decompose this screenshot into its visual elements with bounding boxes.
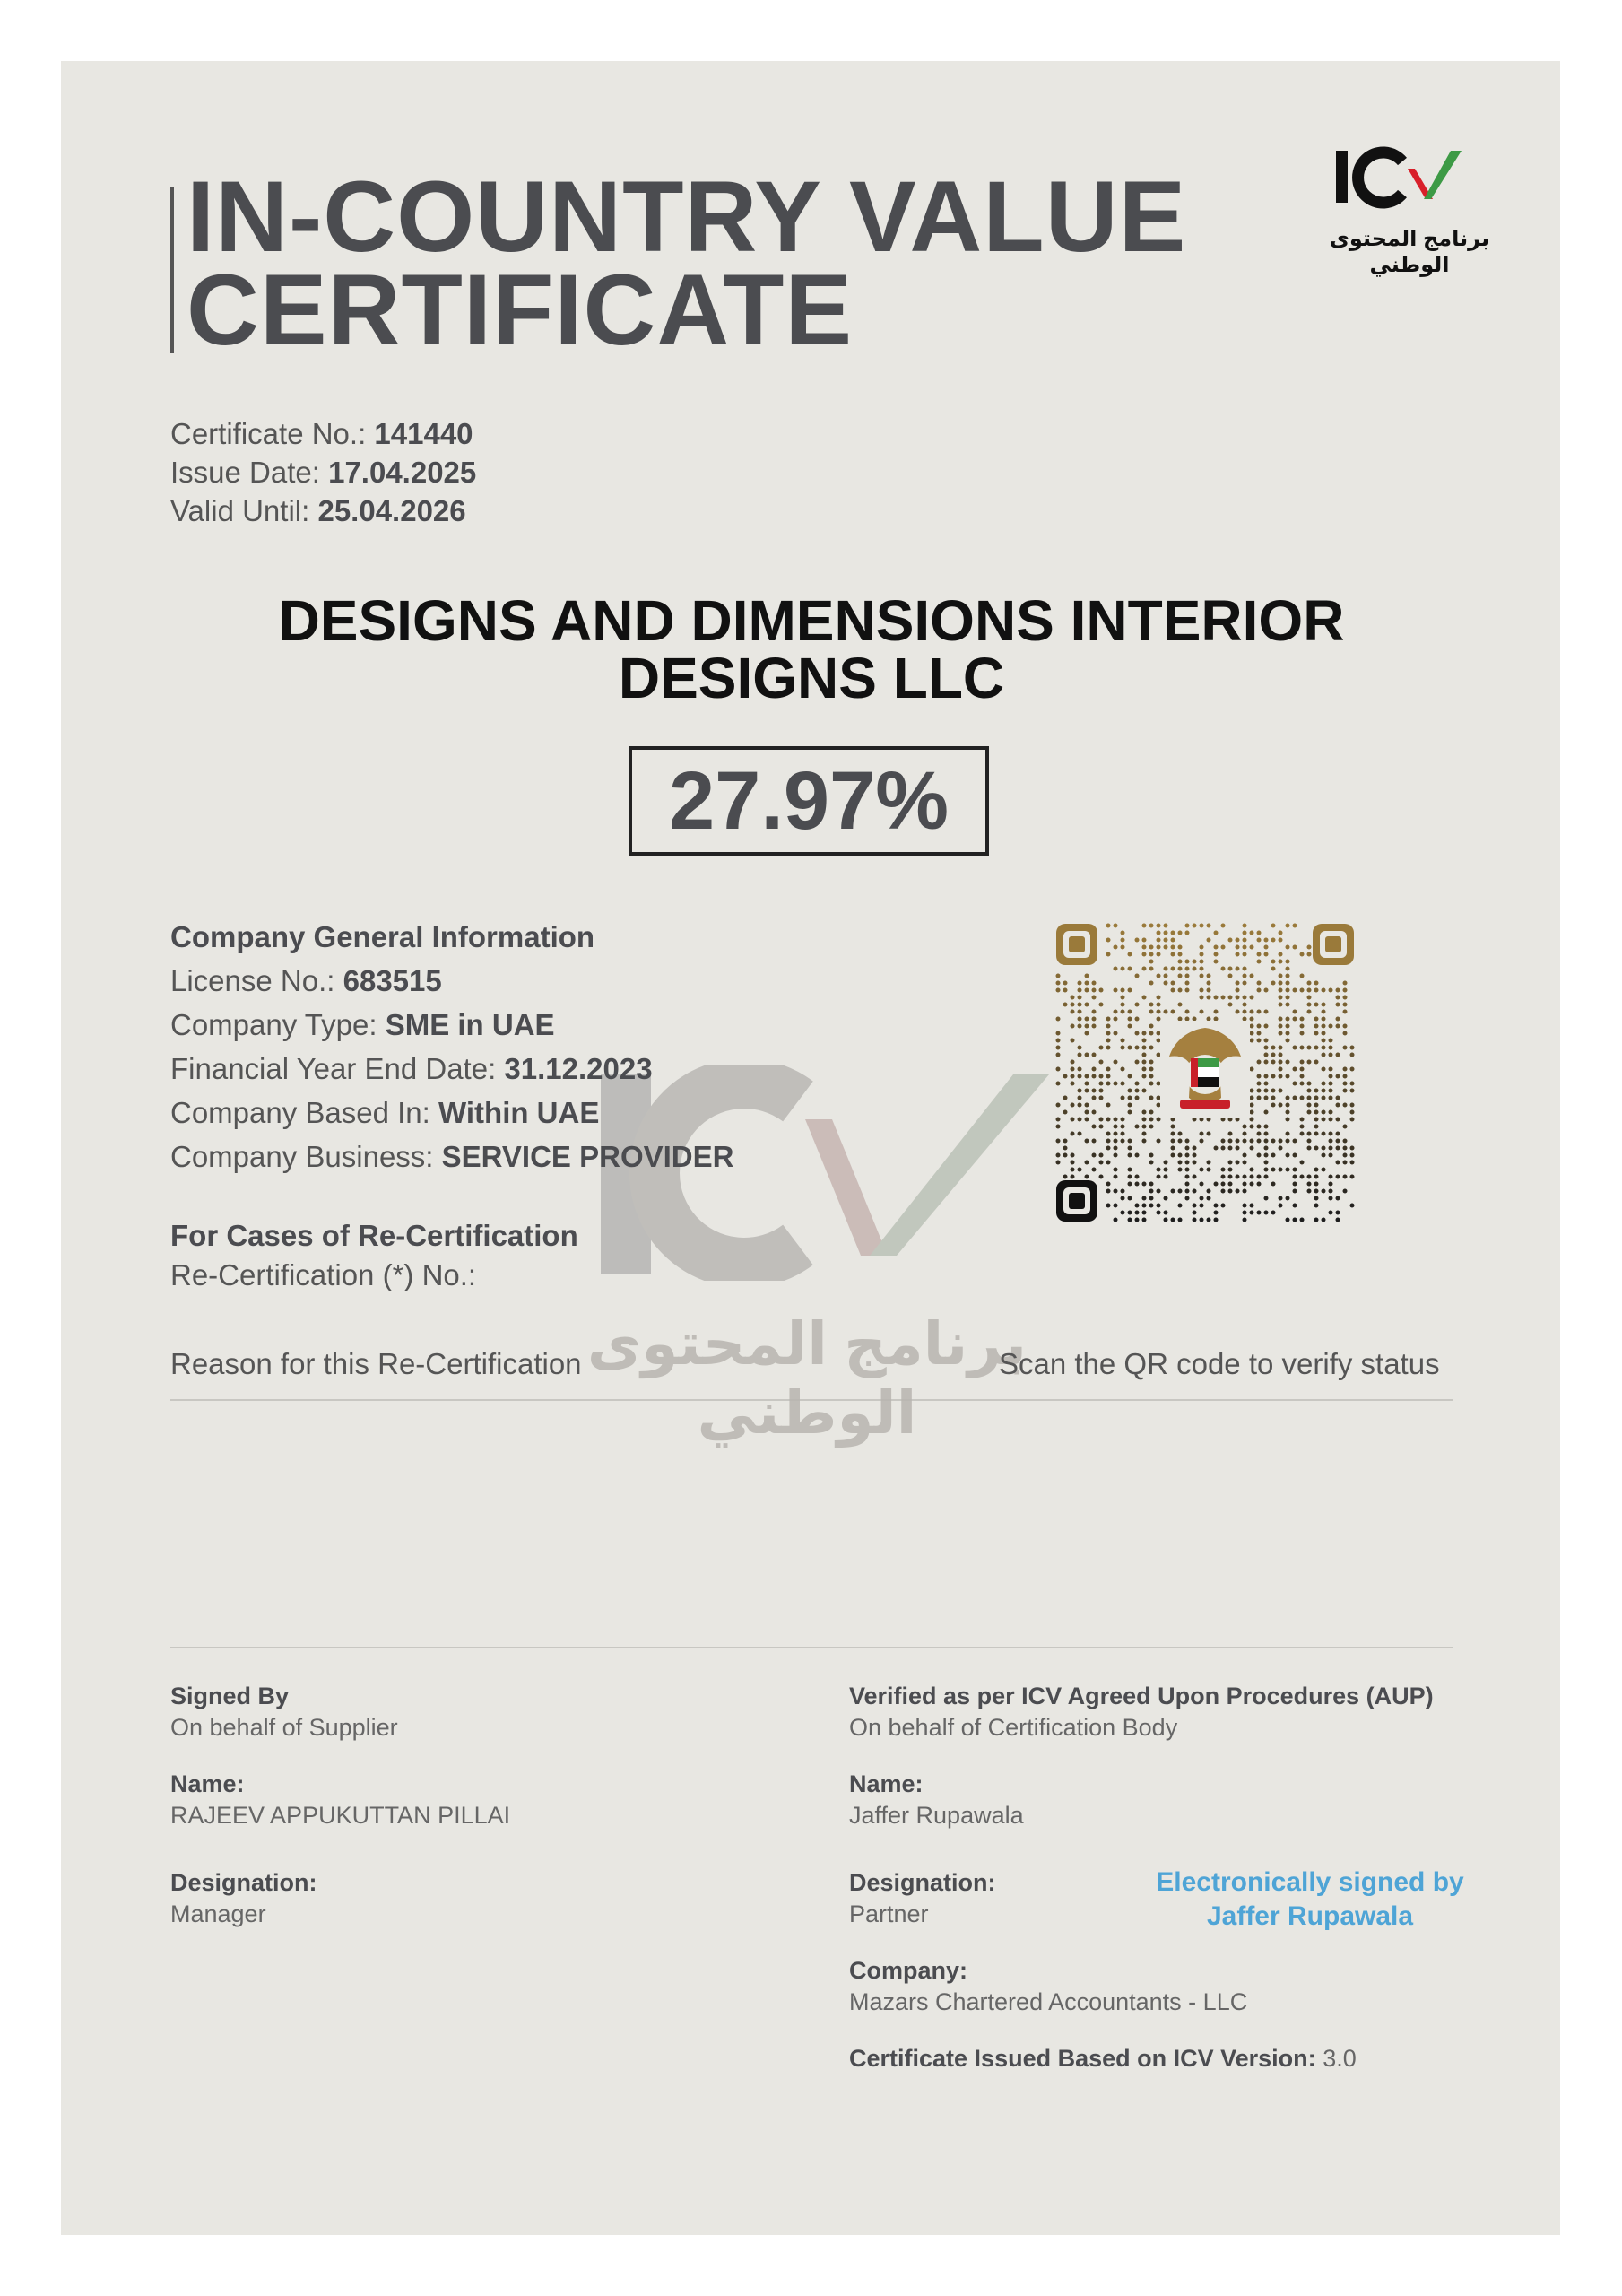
qr-finder-top-left bbox=[1056, 924, 1097, 965]
title-accent-bar bbox=[170, 187, 174, 353]
valid-until: 25.04.2026 bbox=[317, 494, 466, 527]
supplier-designation-label: Designation: bbox=[170, 1869, 317, 1896]
signed-by-heading: Signed By bbox=[170, 1683, 290, 1709]
recertification-reason-label: Reason for this Re-Certification bbox=[170, 1347, 582, 1380]
recertification-number-label: Re-Certification (*) No.: bbox=[170, 1258, 477, 1292]
qr-caption: Scan the QR code to verify status bbox=[999, 1347, 1440, 1380]
qr-finder-bottom-left bbox=[1056, 1180, 1097, 1222]
certificate-title bbox=[186, 161, 1187, 366]
company-type-row: Company Type: SME in UAE bbox=[170, 1008, 555, 1041]
valid-until-row: Valid Until: 25.04.2026 bbox=[170, 494, 466, 527]
supplier-signature-block bbox=[170, 1681, 510, 1930]
logo-arabic-caption: برنامج المحتوى الوطني bbox=[1329, 227, 1490, 277]
issue-date-row: Issue Date: 17.04.2025 bbox=[170, 456, 477, 489]
issue-date: 17.04.2025 bbox=[328, 456, 477, 489]
verified-heading: Verified as per ICV Agreed Upon Procedures (AUP) bbox=[849, 1683, 1434, 1709]
signature-divider bbox=[170, 1647, 1453, 1648]
uae-emblem-icon bbox=[1160, 1021, 1250, 1118]
title-line-2: CERTIFICATE bbox=[186, 254, 854, 366]
icv-version-row: Certificate Issued Based on ICV Version: 3.0 bbox=[849, 2045, 1357, 2072]
verifier-name-label: Name: bbox=[849, 1770, 924, 1797]
title-line-1: IN-COUNTRY VALUE bbox=[186, 161, 1187, 273]
watermark-arabic: برنامج المحتوى الوطني bbox=[586, 1310, 1028, 1446]
based-in-row: Company Based In: Within UAE bbox=[170, 1096, 600, 1129]
supplier-designation: Manager bbox=[170, 1900, 266, 1927]
verifier-designation-label: Designation: bbox=[849, 1869, 996, 1896]
icv-score-box: 27.97% bbox=[629, 746, 989, 856]
qr-finder-top-right bbox=[1313, 924, 1354, 965]
business-row: Company Business: SERVICE PROVIDER bbox=[170, 1140, 734, 1173]
recertification-heading: For Cases of Re-Certification bbox=[170, 1219, 578, 1252]
certificate-number-row: Certificate No.: 141440 bbox=[170, 417, 473, 450]
supplier-name-label: Name: bbox=[170, 1770, 245, 1797]
license-row: License No.: 683515 bbox=[170, 964, 442, 997]
verifier-designation: Partner bbox=[849, 1900, 929, 1927]
certificate-number: 141440 bbox=[374, 417, 473, 450]
electronic-signature: Electronically signed by Jaffer Rupawala bbox=[1156, 1867, 1464, 1931]
verifier-name: Jaffer Rupawala bbox=[849, 1802, 1024, 1829]
certificate-meta bbox=[170, 414, 476, 530]
recertification-section bbox=[170, 1216, 578, 1295]
general-info-heading: Company General Information bbox=[170, 920, 595, 953]
verifier-company-label: Company: bbox=[849, 1957, 968, 1984]
qr-code[interactable] bbox=[1054, 922, 1356, 1223]
company-general-info bbox=[170, 915, 733, 1178]
company-name: DESIGNS AND DIMENSIONS INTERIOR DESIGNS LLC bbox=[278, 588, 1345, 710]
financial-year-row: Financial Year End Date: 31.12.2023 bbox=[170, 1052, 653, 1085]
verifier-sub: On behalf of Certification Body bbox=[849, 1714, 1178, 1741]
icv-version: 3.0 bbox=[1323, 2045, 1357, 2072]
verifier-company: Mazars Chartered Accountants - LLC bbox=[849, 1988, 1248, 2015]
supplier-sub: On behalf of Supplier bbox=[170, 1714, 398, 1741]
supplier-name: RAJEEV APPUKUTTAN PILLAI bbox=[170, 1802, 511, 1829]
